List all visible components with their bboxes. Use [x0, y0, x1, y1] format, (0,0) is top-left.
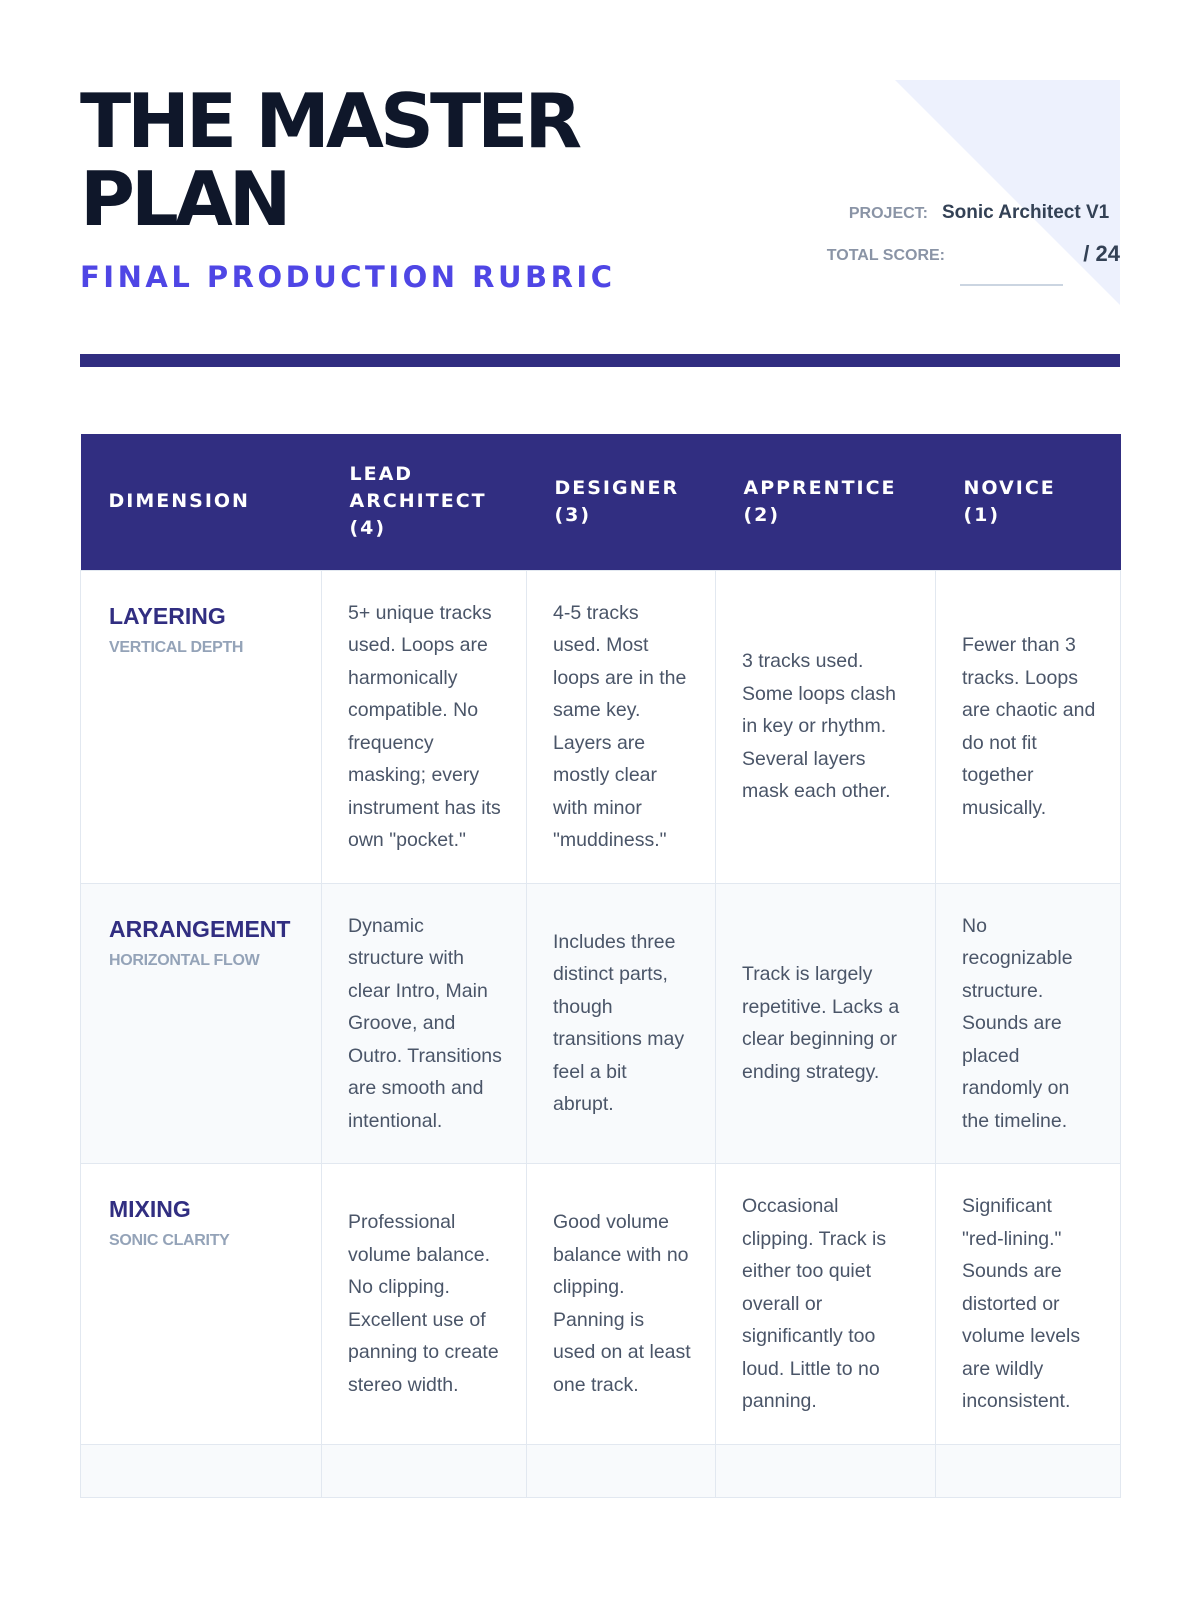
criteria-cell: No recognizable structure. Sounds are placed randomly on the timeline.	[936, 883, 1121, 1164]
table-row	[81, 1444, 1121, 1497]
criteria-cell: Occasional clipping. Track is either too quiet overall or significantly too loud. Little to no panning.	[716, 1164, 936, 1445]
total-score-label: TOTAL SCORE:	[826, 247, 945, 264]
table-header-row	[81, 434, 1121, 570]
table-row	[81, 1164, 1121, 1445]
total-score-max: / 24	[1083, 241, 1120, 266]
dimension-subtitle: VERTICAL DEPTH	[109, 638, 244, 656]
dimension-name: MIXING	[109, 1196, 191, 1222]
project-label: PROJECT:	[848, 205, 928, 222]
dimension-cell	[81, 1444, 322, 1497]
dimension-cell	[81, 570, 322, 883]
rubric-table	[80, 434, 1121, 1498]
criteria-cell	[936, 1444, 1121, 1497]
criteria-cell	[716, 1444, 936, 1497]
table-row	[81, 883, 1121, 1164]
dimension-name: LAYERING	[109, 602, 226, 629]
criteria-cell: 4-5 tracks used. Most loops are in the same key. Layers are mostly clear with minor "muddiness."	[527, 570, 716, 883]
header-divider	[80, 354, 1120, 367]
criteria-cell: Includes three distinct parts, though transitions may feel a bit abrupt.	[527, 883, 716, 1164]
header-lead-architect: LEAD ARCHITECT (4)	[322, 434, 527, 570]
criteria-cell: Dynamic structure with clear Intro, Main Groove, and Outro. Transitions are smooth and intentional.	[322, 883, 527, 1164]
dimension-name: ARRANGEMENT	[109, 915, 291, 942]
criteria-cell: Track is largely repetitive. Lacks a clear beginning or ending strategy.	[716, 883, 936, 1164]
criteria-cell: Fewer than 3 tracks. Loops are chaotic and do not fit together musically.	[936, 570, 1121, 883]
criteria-cell: Professional volume balance. No clipping. Excellent use of panning to create stereo width.	[322, 1164, 527, 1445]
project-value: Sonic Architect V1	[942, 202, 1110, 223]
criteria-cell: 3 tracks used. Some loops clash in key or rhythm. Several layers mask each other.	[716, 570, 936, 883]
header-designer: DESIGNER (3)	[527, 434, 716, 570]
header-dimension: DIMENSION	[81, 434, 322, 570]
criteria-cell: Good volume balance with no clipping. Panning is used on at least one track.	[527, 1164, 716, 1445]
criteria-cell	[322, 1444, 527, 1497]
header-apprentice: APPRENTICE (2)	[716, 434, 936, 570]
corner-decoration	[895, 80, 1120, 305]
dimension-cell	[81, 883, 322, 1164]
criteria-cell: Significant "red-lining." Sounds are distorted or volume levels are wildly inconsistent.	[936, 1164, 1121, 1445]
dimension-cell	[81, 1164, 322, 1445]
page-title: THE MASTER PLAN	[80, 77, 579, 243]
total-score-field[interactable]	[960, 284, 1063, 286]
criteria-cell	[527, 1444, 716, 1497]
dimension-subtitle: HORIZONTAL FLOW	[109, 951, 260, 969]
table-row	[81, 570, 1121, 883]
header-novice: NOVICE (1)	[936, 434, 1121, 570]
dimension-subtitle: SONIC CLARITY	[109, 1232, 230, 1249]
page-subtitle: FINAL PRODUCTION RUBRIC	[80, 260, 616, 294]
criteria-cell: 5+ unique tracks used. Loops are harmonically compatible. No frequency masking; every instrument has its own "pocket."	[322, 570, 527, 883]
